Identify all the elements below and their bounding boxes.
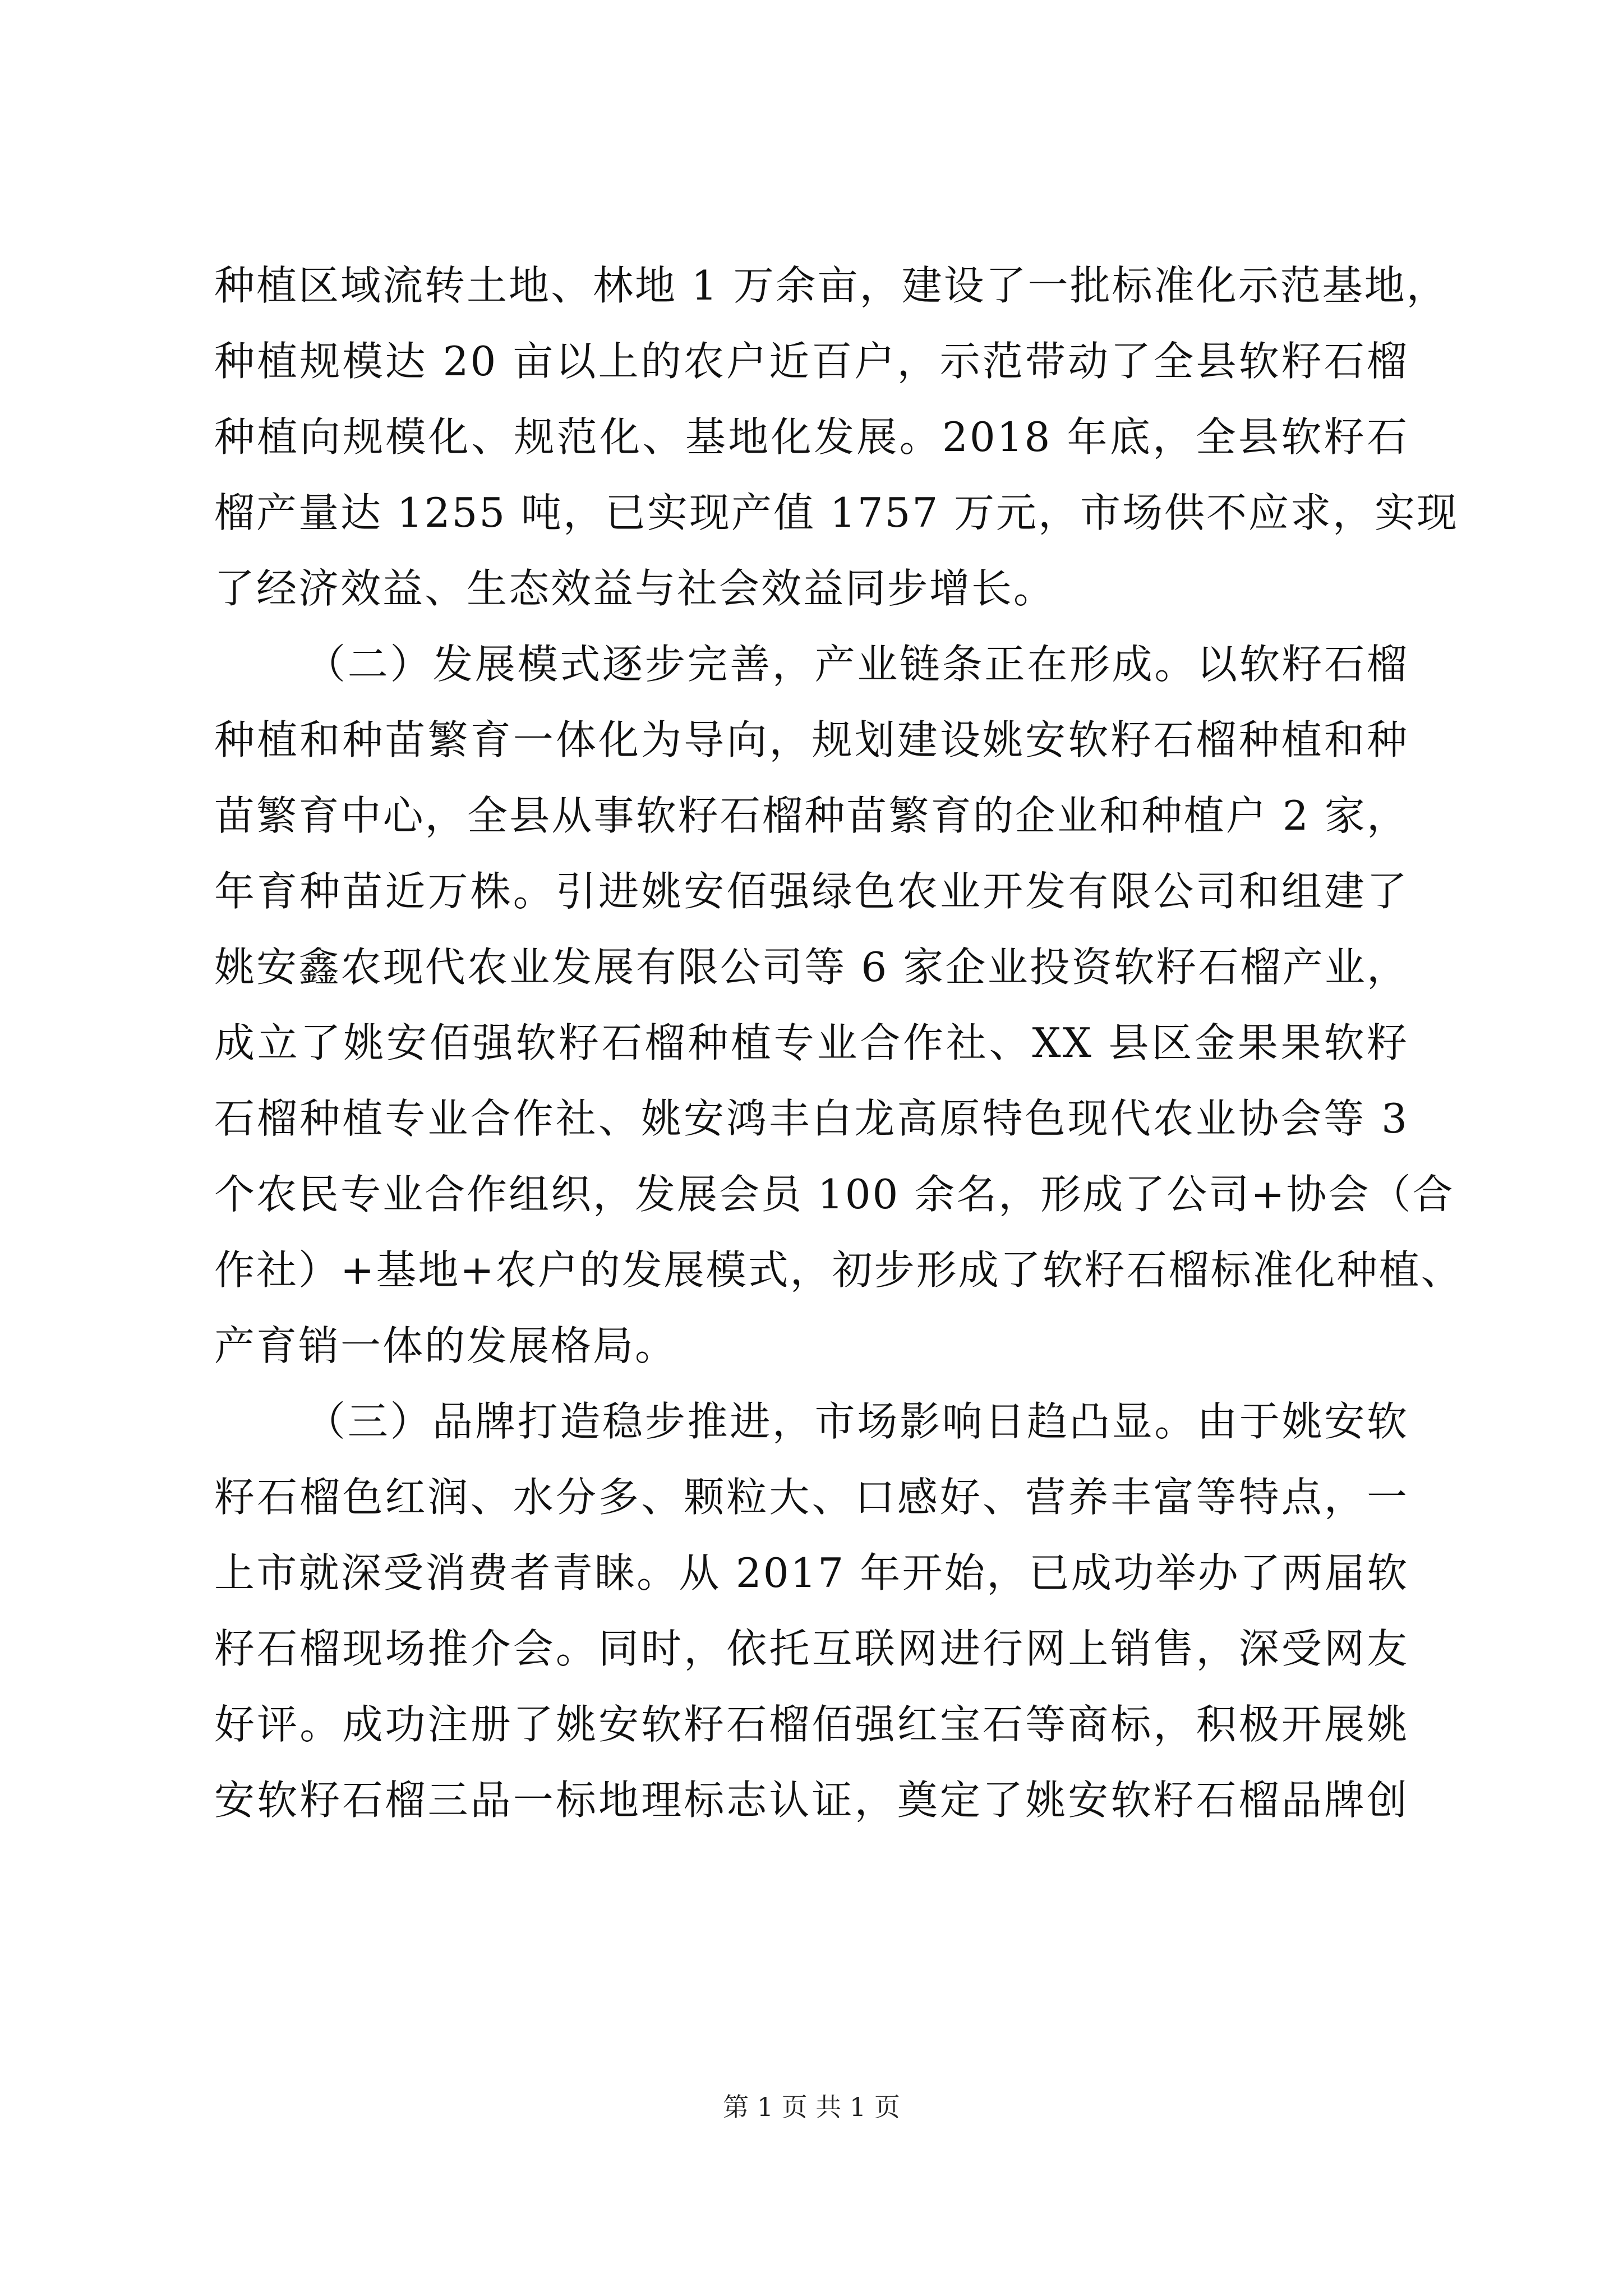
section-heading-line: （三）品牌打造稳步推进，市场影响日趋凸显。由于姚安软 (305, 1398, 1409, 1445)
text-line: 产育销一体的发展格局。 (214, 1322, 677, 1369)
text-line: 苗繁育中心，全县从事软籽石榴种苗繁育的企业和种植户 2 家， (214, 792, 1409, 839)
text-line: 种植规模达 20 亩以上的农户近百户，示范带动了全县软籽石榴 (214, 338, 1409, 385)
text-line: 了经济效益、生态效益与社会效益同步增长。 (214, 565, 1056, 612)
text-line: 籽石榴现场推介会。同时，依托互联网进行网上销售，深受网友 (214, 1625, 1409, 1672)
section-heading-line: （二）发展模式逐步完善，产业链条正在形成。以软籽石榴 (305, 641, 1409, 688)
text-line: 种植向规模化、规范化、基地化发展。2018 年底，全县软籽石 (214, 413, 1409, 461)
text-line: 个农民专业合作组织，发展会员 100 余名，形成了公司+协会（合 (214, 1171, 1455, 1218)
text-line: 种植区域流转土地、林地 1 万余亩，建设了一批标准化示范基地， (214, 262, 1449, 309)
body-text (214, 248, 1463, 1838)
text-line: 石榴种植专业合作社、姚安鸿丰白龙高原特色现代农业协会等 3 (214, 1095, 1409, 1142)
text-line: 好评。成功注册了姚安软籽石榴佰强红宝石等商标，积极开展姚 (214, 1701, 1409, 1748)
text-line: 作社）+基地+农户的发展模式，初步形成了软籽石榴标准化种植、 (214, 1246, 1463, 1294)
text-line: 种植和种苗繁育一体化为导向，规划建设姚安软籽石榴种植和种 (214, 716, 1409, 763)
text-line: 姚安鑫农现代农业发展有限公司等 6 家企业投资软籽石榴产业， (214, 944, 1409, 991)
text-line: 年育种苗近万株。引进姚安佰强绿色农业开发有限公司和组建了 (214, 868, 1409, 915)
text-line: 籽石榴色红润、水分多、颗粒大、口感好、营养丰富等特点，一 (214, 1474, 1409, 1521)
text-line: 安软籽石榴三品一标地理标志认证，奠定了姚安软籽石榴品牌创 (214, 1777, 1409, 1824)
text-line: 成立了姚安佰强软籽石榴种植专业合作社、XX 县区金果果软籽 (214, 1019, 1409, 1066)
text-line: 榴产量达 1255 吨，已实现产值 1757 万元，市场供不应求，实现 (214, 489, 1459, 536)
page-number-footer: 第 1 页 共 1 页 (723, 2092, 900, 2122)
text-line: 上市就深受消费者青睐。从 2017 年开始，已成功举办了两届软 (214, 1549, 1409, 1596)
